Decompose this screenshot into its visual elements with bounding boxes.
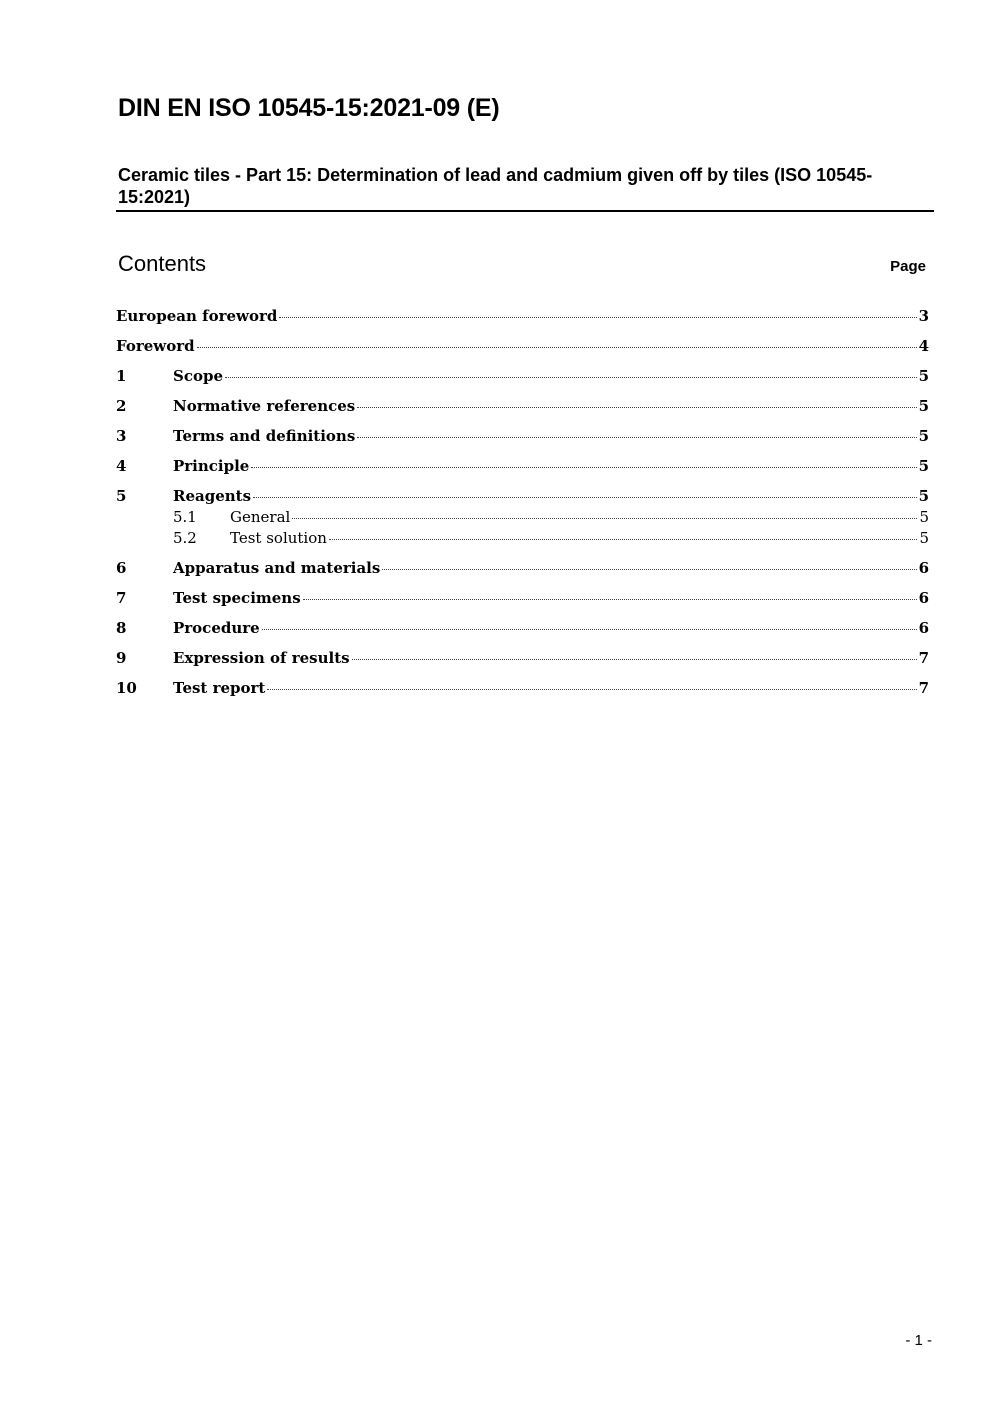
document-title: DIN EN ISO 10545-15:2021-09 (E) — [118, 94, 500, 122]
toc-entry-page: 5 — [918, 457, 929, 475]
toc-entry-number: 8 — [116, 619, 127, 637]
toc-dot-leader — [292, 518, 917, 519]
toc-dot-leader — [357, 407, 916, 408]
toc-entry[interactable] — [116, 618, 929, 639]
toc-entry-number: 3 — [116, 427, 127, 445]
toc-entry[interactable] — [116, 396, 929, 417]
toc-entry-title: Scope — [173, 367, 224, 385]
toc-dot-leader — [262, 629, 917, 630]
toc-entry-page: 7 — [918, 649, 929, 667]
toc-dot-leader — [357, 437, 916, 438]
title-divider — [116, 210, 934, 212]
toc-entry-page: 5 — [918, 367, 929, 385]
toc-entry-page: 7 — [918, 679, 929, 697]
document-subtitle: Ceramic tiles - Part 15: Determination of lead and cadmium given off by tiles (ISO 10545-15:2021) — [118, 165, 873, 207]
toc-entry[interactable] — [116, 336, 929, 357]
toc-entry-page: 4 — [918, 337, 929, 355]
toc-entry-title: Procedure — [173, 619, 260, 637]
toc-entry-title: Apparatus and materials — [173, 559, 381, 577]
footer-page-number: - 1 - — [905, 1332, 932, 1349]
contents-heading: Contents — [118, 251, 207, 276]
toc-entry[interactable] — [116, 366, 929, 387]
table-of-contents — [116, 306, 929, 708]
toc-entry-page: 5 — [919, 508, 929, 526]
toc-entry-page: 3 — [918, 307, 929, 325]
toc-dot-leader — [382, 569, 916, 570]
toc-entry-title: Test specimens — [173, 589, 301, 607]
toc-entry-number: 2 — [116, 397, 127, 415]
toc-entry-title: Test report — [173, 679, 266, 697]
toc-entry-title: European foreword — [116, 307, 278, 325]
toc-entry[interactable] — [116, 558, 929, 579]
toc-entry-title: Foreword — [116, 337, 195, 355]
toc-entry-title: Expression of results — [173, 649, 350, 667]
toc-entry[interactable] — [116, 306, 929, 327]
toc-entry[interactable] — [116, 528, 929, 549]
toc-dot-leader — [251, 467, 916, 468]
toc-entry-number: 5.1 — [173, 508, 197, 526]
toc-entry[interactable] — [116, 678, 929, 699]
toc-entry[interactable] — [116, 426, 929, 447]
toc-dot-leader — [225, 377, 917, 378]
toc-entry-number: 6 — [116, 559, 127, 577]
toc-entry-page: 6 — [918, 559, 929, 577]
toc-entry[interactable] — [116, 486, 929, 507]
toc-entry[interactable] — [116, 648, 929, 669]
toc-entry-number: 4 — [116, 457, 127, 475]
toc-entry-number: 7 — [116, 589, 127, 607]
toc-entry[interactable] — [116, 588, 929, 609]
toc-entry-title: Principle — [173, 457, 250, 475]
page-column-label: Page — [890, 258, 926, 275]
toc-entry-page: 6 — [918, 589, 929, 607]
toc-entry-page: 5 — [918, 397, 929, 415]
toc-dot-leader — [352, 659, 917, 660]
toc-entry-title: Reagents — [173, 487, 252, 505]
toc-entry-number: 9 — [116, 649, 127, 667]
toc-dot-leader — [279, 317, 916, 318]
toc-entry[interactable] — [116, 456, 929, 477]
toc-entry-title: Normative references — [173, 397, 356, 415]
toc-dot-leader — [267, 689, 916, 690]
toc-entry-number: 5 — [116, 487, 127, 505]
toc-dot-leader — [303, 599, 917, 600]
toc-entry-title: General — [230, 508, 291, 526]
toc-entry-page: 5 — [919, 529, 929, 547]
toc-entry-page: 6 — [918, 619, 929, 637]
toc-entry-number: 1 — [116, 367, 127, 385]
toc-entry[interactable] — [116, 507, 929, 528]
toc-entry-number: 5.2 — [173, 529, 197, 547]
toc-dot-leader — [197, 347, 917, 348]
toc-dot-leader — [253, 497, 917, 498]
toc-entry-number: 10 — [116, 679, 137, 697]
toc-entry-title: Test solution — [230, 529, 327, 547]
toc-dot-leader — [329, 539, 918, 540]
toc-entry-page: 5 — [918, 487, 929, 505]
toc-entry-title: Terms and definitions — [173, 427, 356, 445]
toc-entry-page: 5 — [918, 427, 929, 445]
